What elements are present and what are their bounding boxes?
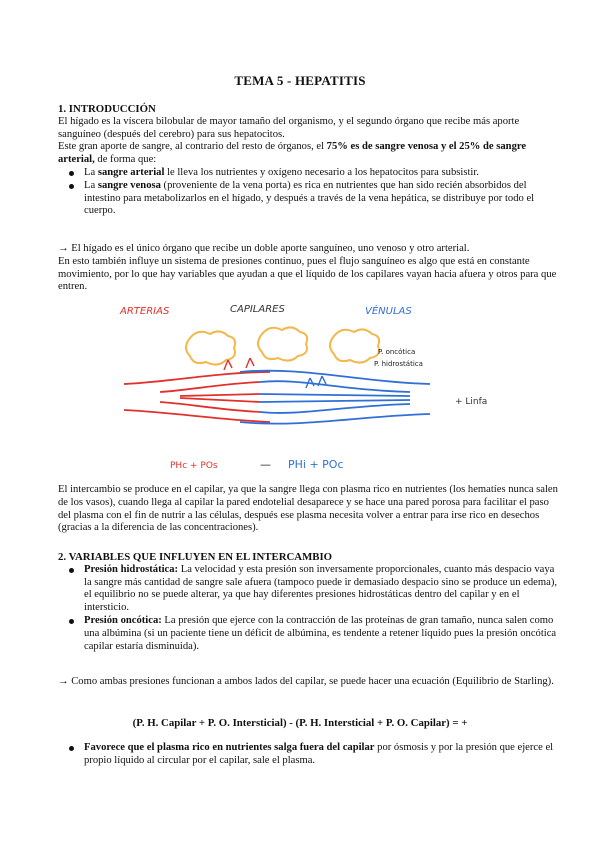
section-heading: 1. INTRODUCCIÓN [58,103,156,115]
artery-lines [124,372,270,422]
label-capilares: CAPILARES [230,304,285,315]
label-poncotica: P. oncótica [378,348,416,356]
paragraph: El intercambio se produce en el capilar, ya que la sangre llega con plasma rico en nutrientes (los hematíes nunca salen de los vasos), cuando llega al capilar la pared endotelial desaparece y se hace una pared porosa para facilitar el paso del plasma con el fin de nutrir a las células, después ese plasma necesita volver a entrar para irse rico en desechos (gracias a la diferencia de las concentraciones). [58,484,558,534]
section-2 [58,551,558,653]
section-1 [58,103,558,218]
final-bullet [58,742,558,768]
label-venulas: VÉNULAS [365,306,412,317]
paragraph: En esto también influye un sistema de presiones continuo, pues el flujo sanguíneo es algo que está en constante movimiento, por lo que hay variables que ayudan a que el líquido de los capilares vayan hacia afuera y otros para que entren. [58,255,557,293]
bullet-list [58,742,558,768]
paragraph: El hígado es la víscera bilobular de mayor tamaño del organismo, y el segundo órgano que recibe más aporte sanguíneo (después del cerebro) para sus hepatocitos. [58,115,520,140]
flow-arrows [224,358,254,370]
vein-lines [240,371,430,424]
bullet-list [58,167,558,218]
paragraph-group [58,243,558,294]
label-linfa: + Linfa [455,397,488,407]
list-item: Presión oncótica: La presión que ejerce con la contracción de las proteínas de gran tamaño, nunca salen como una albúmina (si un paciente tiene un déficit de albúmina, es tendente a retener líquido pues la presión oncótica capilar estaría disminuida). [58,615,558,653]
document-title: TEMA 5 - HEPATITIS [234,73,366,88]
starling-equation: (P. H. Capilar + P. O. Intersticial) - (P. H. Intersticial + P. O. Capilar) = + [132,717,468,729]
list-item: Favorece que el plasma rico en nutrientes salga fuera del capilar por ósmosis y por la presión que ejerce el propio líquido al circular por el capilar, sale el plasma. [58,742,558,768]
label-phidrostatica: P. hidrostática [374,360,423,368]
formula-minus: — [260,458,271,471]
section-heading: 2. VARIABLES QUE INFLUYEN EN EL INTERCAMBIO [58,551,333,563]
return-arrows [306,376,326,388]
list-item: La sangre venosa (proveniente de la vena porta) es rica en nutrientes que han sido recién absorbidos del intestino para metabolizarlos en el hígado, y después a través de la vena hepática, se distribuye por todo el cuerpo. [58,180,558,218]
capillary-exchange-diagram [110,298,520,480]
label-arterias: ARTERIAS [120,306,170,317]
bullet-list [58,564,558,654]
cell-shapes [186,327,379,364]
formula-right: PHi + POc [288,458,344,471]
paragraph: Este gran aporte de sangre, al contrario del resto de órganos, el 75% es de sangre venosa y el 25% de sangre arterial, de forma que: [58,141,527,166]
paragraph: → El hígado es el único órgano que recibe un doble aporte sanguíneo, uno venoso y otro arterial. [58,243,470,254]
list-item: Presión hidrostática: La velocidad y esta presión son inversamente proporcionales, cuanto más despacio vaya la sangre más cantidad de sangre sale afuera (tampoco puede ir demasiado despacio sino se produce un edema), el equilibrio no se puede alterar, ya que hay diferentes presiones hidrostáticas dentro del capilar y en el intersticio. [58,564,558,615]
formula-left: PHc + POs [170,461,218,471]
list-item: La sangre arterial le lleva los nutrientes y oxígeno necesario a los hepatocitos para subsistir. [58,167,558,180]
paragraph: → Como ambas presiones funcionan a ambos lados del capilar, se puede hacer una ecuación (Equilibrio de Starling). [58,676,554,687]
